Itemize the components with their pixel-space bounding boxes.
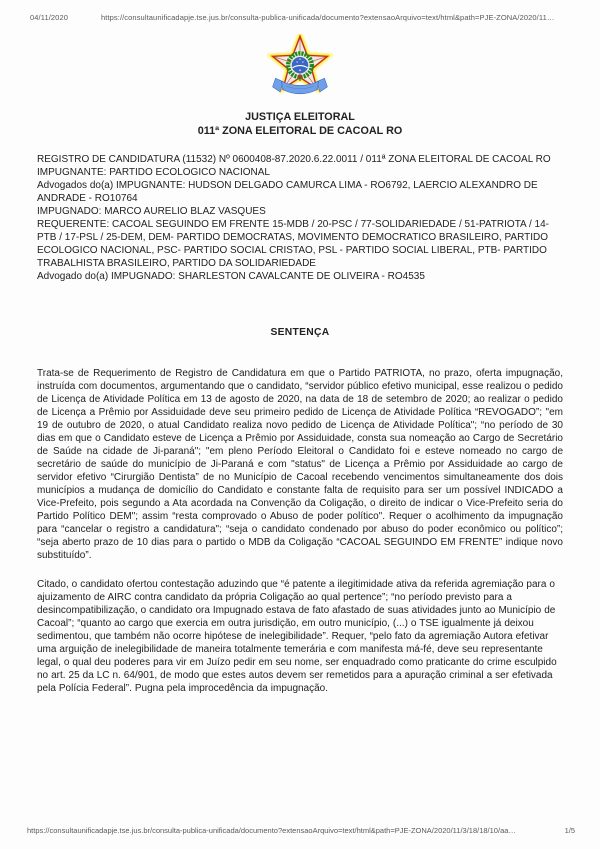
print-header	[0, 0, 600, 22]
impugnado-line: IMPUGNADO: MARCO AURELIO BLAZ VASQUES	[37, 206, 266, 217]
case-number-line: REGISTRO DE CANDIDATURA (11532) Nº 0600408-87.2020.6.22.0011 / 011ª ZONA ELEITORAL DE CACOAL RO	[37, 154, 551, 165]
print-footer	[27, 826, 575, 835]
sentence-paragraph-1: Trata-se de Requerimento de Registro de Candidatura em que o Partido PATRIOTA, no prazo, oferta impugnação, instruída com documentos, argumentando que o candidato, “servidor público efetivo municipal, esse realizou o pedido de Licença de Atividade Política em 13 de agosto de 2020, na data de 18 de setembro de 2020; ao realizar o pedido de Licença a Prêmio por Assiduidade deve seu primeiro pedido de Licença de Atividade Política “REVOGADO”; "em 19 de outubro de 2020, o atual Candidato realiza novo pedido de Licença de Atividade Política"; “no período de 30 dias em que o Candidato esteve de Licença a Prêmio por Assiduidade, consta sua nomeação ao Cargo de Secretário de Saúde na cidade de Ji-paraná"; "em pleno Período Eleitoral o Candidato foi e esteve nomeado no cargo de secretário de saúde do município de Ji-Paraná e com "status" de Licença a Prêmio por Assiduidade ao cargo de servidor efetivo “Cirurgião Dentista” de no Município de Cacoal recebendo vencimentos simultaneamente dos dois municípios a mudança de domicílio do Candidato e constante falta de requisito para ser um possível INDICADO a Vice-Prefeito, pois segundo a Ata acordada na Convenção da Coligação, o direito de indicar o Vice-Prefeito seria do Partido Político DEM"; assim “resta comprovado o Abuso de poder político". Requer o acolhimento da impugnação para “cancelar o registro a candidatura"; “seja o candidato condenado por abuso do poder econômico ou político”; “seja aberto prazo de 10 dias para o partido o MDB da Coligação “CACOAL SEGUINDO EM FRENTE” indique novo substituído”.	[37, 368, 563, 561]
institution-name: JUSTIÇA ELEITORAL	[245, 111, 355, 123]
impugnado-lawyer-line: Advogado do(a) IMPUGNADO: SHARLESTON CAVALCANTE DE OLIVEIRA - RO4535	[37, 271, 425, 282]
page-number-indicator: 1/5	[564, 826, 575, 835]
impugnante-lawyers-line: Advogados do(a) IMPUGNANTE: HUDSON DELGADO CAMURCA LIMA - RO6792, LAERCIO ALEXANDRO DE ANDRADE - RO10764	[37, 180, 538, 204]
electoral-zone-name: 011ª ZONA ELEITORAL DE CACOAL RO	[197, 124, 403, 137]
impugnante-line: IMPUGNANTE: PARTIDO ECOLOGICO NACIONAL	[37, 167, 270, 178]
print-footer-url: https://consultaunificadapje.tse.jus.br/consulta-publica-unificada/documento?extensaoArquivo=text/html&path=PJE-ZONA/2020/11/3/18/18/10/aa…	[27, 826, 516, 835]
requerente-line: REQUERENTE: CACOAL SEGUINDO EM FRENTE 15-MDB / 20-PSC / 77-SOLIDARIEDADE / 51-PATRIOTA / 14-PTB / 17-PSL / 25-DEM, DEM- PARTIDO DEMOCRATAS, MOVIMENTO DEMOCRATICO BRASILEIRO, PARTIDO ECOLOGICO NACIONAL, PSC- PARTIDO SOCIAL CRISTAO, PSL - PARTIDO SOCIAL LIBERAL, PTB- PARTIDO TRABALHISTA BRASILEIRO, PARTIDO DA SOLIDARIEDADE	[37, 219, 549, 269]
sentence-paragraph-2: Citado, o candidato ofertou contestação aduzindo que “é patente a ilegitimidade ativa da referida agremiação para o ajuizamento de AIRC contra candidato da própria Coligação ao qual pertence”; “no período previsto para a desincompatibilização, o candidato ora Impugnado estava de fato afastado de suas atividades junto ao Município de Cacoal”; “quanto ao cargo que exercia em outra jurisdição, em outro município, (...) o TSE igualmente já deixou sedimentou, que também não ocorre hipótese de inelegibilidade”. Requer, “pelo fato da agremiação Autora efetivar uma arguição de inelegibilidade de maneira totalmente temerária e com manifesta má-fé, deve seu representante legal, o qual deu poderes para vir em Juízo pedir em seu nome, ser enquadrado como praticante do crime esculpido no art. 25 da LC n. 64/901, de modo que estes autos devem ser remetidos para a apuração criminal a ser efetivada pela Polícia Federal”. Pugna pela improcedência da impugnação.	[37, 579, 557, 694]
brazil-coat-of-arms-icon	[264, 34, 336, 108]
section-title-sentenca: SENTENÇA	[270, 327, 330, 338]
document-letterhead	[0, 111, 600, 138]
print-date: 04/11/2020	[30, 13, 68, 22]
case-header	[37, 153, 563, 283]
print-header-url: https://consultaunificadapje.tse.jus.br/consulta-publica-unificada/documento?extensaoArquivo=text/html&path=PJE-ZONA/2020/11…	[101, 13, 555, 22]
